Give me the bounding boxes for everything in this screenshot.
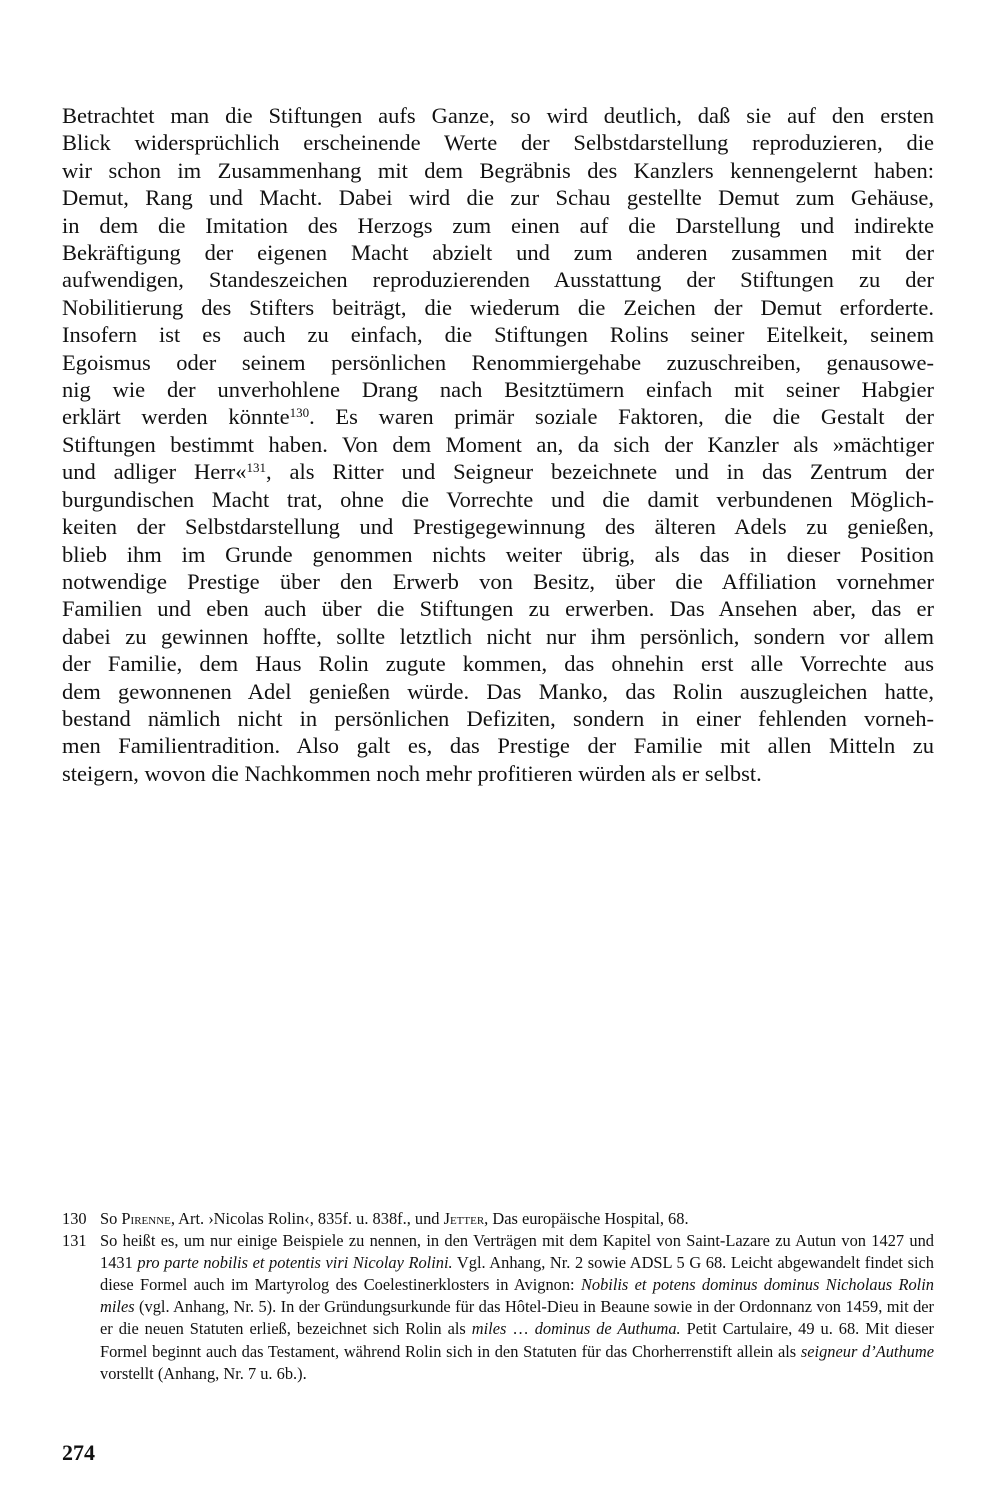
text-line: nig wie der unverhohlene Drang nach Besitztümern einfach mit seiner Habgier [62,377,934,403]
text-line: keiten der Selbstdarstellung und Prestigegewinnung des älteren Adels zu genießen, [62,514,934,540]
footnote-text: Petit Cartulaire, 49 u. 68. Mit dieser Formel beginnt auch das Testament, während Rolin sich in den Statuten für das Chorherrenstift allein als [100,1319,935,1361]
footnote-text: (vgl. Anhang, Nr. 5). In der Gründungsurkunde für das Hôtel-Dieu in Beaune sowie in der Ordonnanz von 1459, mit der er die neuen Statuten erließ, bezeichnet sich Rolin als [100,1297,934,1339]
footnote-text: Vgl. Anhang, Nr. 2 sowie ADSL 5 G 68. Leicht abgewandelt findet sich diese Formel auch im Martyrolog des Coelestinerklosters in Avignon: [100,1253,934,1295]
text-line [62,458,934,485]
footnote-text: So [100,1209,122,1228]
footnote-text: vorstellt (Anhang, Nr. 7 u. 6b.). [100,1363,307,1383]
footnote-text: , Art. ›Nicolas Rolin‹, 835f. u. 838f., und [170,1209,444,1228]
footnote-number: 131 [62,1231,87,1251]
footnote-text: So heißt es, um nur einige Beispiele zu nennen, in den Verträgen mit dem Kapitel von Saint-Lazare zu Autun von 1427 und 1431 [100,1231,934,1273]
footnote-text: … [506,1319,535,1339]
text-segment: erklärt werden könnte [62,404,290,430]
author-name: Pirenne [121,1209,171,1228]
text-line: wir schon im Zusammenhang mit dem Begräbnis des Kanzlers kennengelernt haben: [62,157,934,183]
text-line: in dem die Imitation des Herzogs zum einen auf die Darstellung und indirekte [62,212,934,238]
footnotes [62,1208,934,1385]
text-line: blieb ihm im Grunde genommen nichts weiter übrig, als das in dieser Position [62,541,934,567]
text-line: Egoismus oder seinem persönlichen Renommiergehabe zuzuschreiben, genausowe- [62,349,934,375]
text-line: bestand nämlich nicht in persönlichen Defiziten, sondern in einer fehlenden vorneh- [62,705,934,731]
body-text [62,102,934,787]
latin-quote: dominus de Authuma. [534,1319,681,1339]
text-line: Demut, Rang und Macht. Dabei wird die zur Schau gestellte Demut zum Gehäuse, [62,185,934,211]
text-segment: und adliger Herr« [62,459,247,485]
text-segment: . Es waren primär soziale Faktoren, die die Gestalt der [309,404,934,430]
text-line: aufwendigen, Standeszeichen reproduzierenden Ausstattung der Stiftungen zu der [62,267,934,293]
latin-quote: seigneur d’Authume [800,1341,934,1361]
text-line: der Familie, dem Haus Rolin zugute kommen, das ohnehin erst alle Vorrechte aus [62,651,934,677]
latin-quote: miles [471,1319,507,1339]
author-name: Jetter [443,1209,485,1228]
text-line: dabei zu gewinnen hoffte, sollte letztlich nicht nur ihm persönlich, sondern vor allem [62,623,934,649]
text-segment: , als Ritter und Seigneur bezeichnete und in das Zentrum der [265,459,934,485]
text-line: Familien und eben auch über die Stiftungen zu erwerben. Das Ansehen aber, das er [62,596,934,622]
text-line: Bekräftigung der eigenen Macht abzielt und zum anderen zusammen mit der [62,240,934,266]
text-line [62,403,934,430]
footnote-ref-131[interactable]: 131 [246,460,266,476]
footnote-130 [62,1208,934,1230]
text-line: Nobilitierung des Stifters beiträgt, die wiederum die Zeichen der Demut erforderte. [62,294,934,320]
footnote-ref-130[interactable]: 130 [289,405,310,421]
page-number: 274 [62,1440,95,1465]
footnote-131 [62,1230,934,1385]
text-line: steigern, wovon die Nachkommen noch mehr profitieren würden als er selbst. [62,760,762,786]
text-line: Blick widersprüchlich erscheinende Werte der Selbstdarstellung reproduzieren, die [62,130,934,156]
text-line: dem gewonnenen Adel genießen würde. Das Manko, das Rolin auszugleichen hatte, [62,678,934,704]
text-line: Stiftungen bestimmt haben. Von dem Moment an, da sich der Kanzler als »mächtiger [62,431,934,457]
footnote-number: 130 [62,1209,87,1228]
text-line: Insofern ist es auch zu einfach, die Stiftungen Rolins seiner Eitelkeit, seinem [62,322,934,348]
text-line: Betrachtet man die Stiftungen aufs Ganze, so wird deutlich, daß sie auf den ersten [62,103,934,128]
text-line: notwendige Prestige über den Erwerb von Besitz, über die Affiliation vornehmer [62,568,934,594]
latin-quote: Nobilis et potens dominus dominus Nicholaus Rolin miles [100,1275,934,1317]
text-line: men Familientradition. Also galt es, das Prestige der Familie mit allen Mitteln zu [62,733,934,759]
latin-quote: pro parte nobilis et potentis viri Nicolay Rolini. [137,1253,453,1273]
footnote-text: , Das europäische Hospital, 68. [484,1209,689,1228]
text-line: burgundischen Macht trat, ohne die Vorrechte und die damit verbundenen Möglich- [62,486,934,512]
